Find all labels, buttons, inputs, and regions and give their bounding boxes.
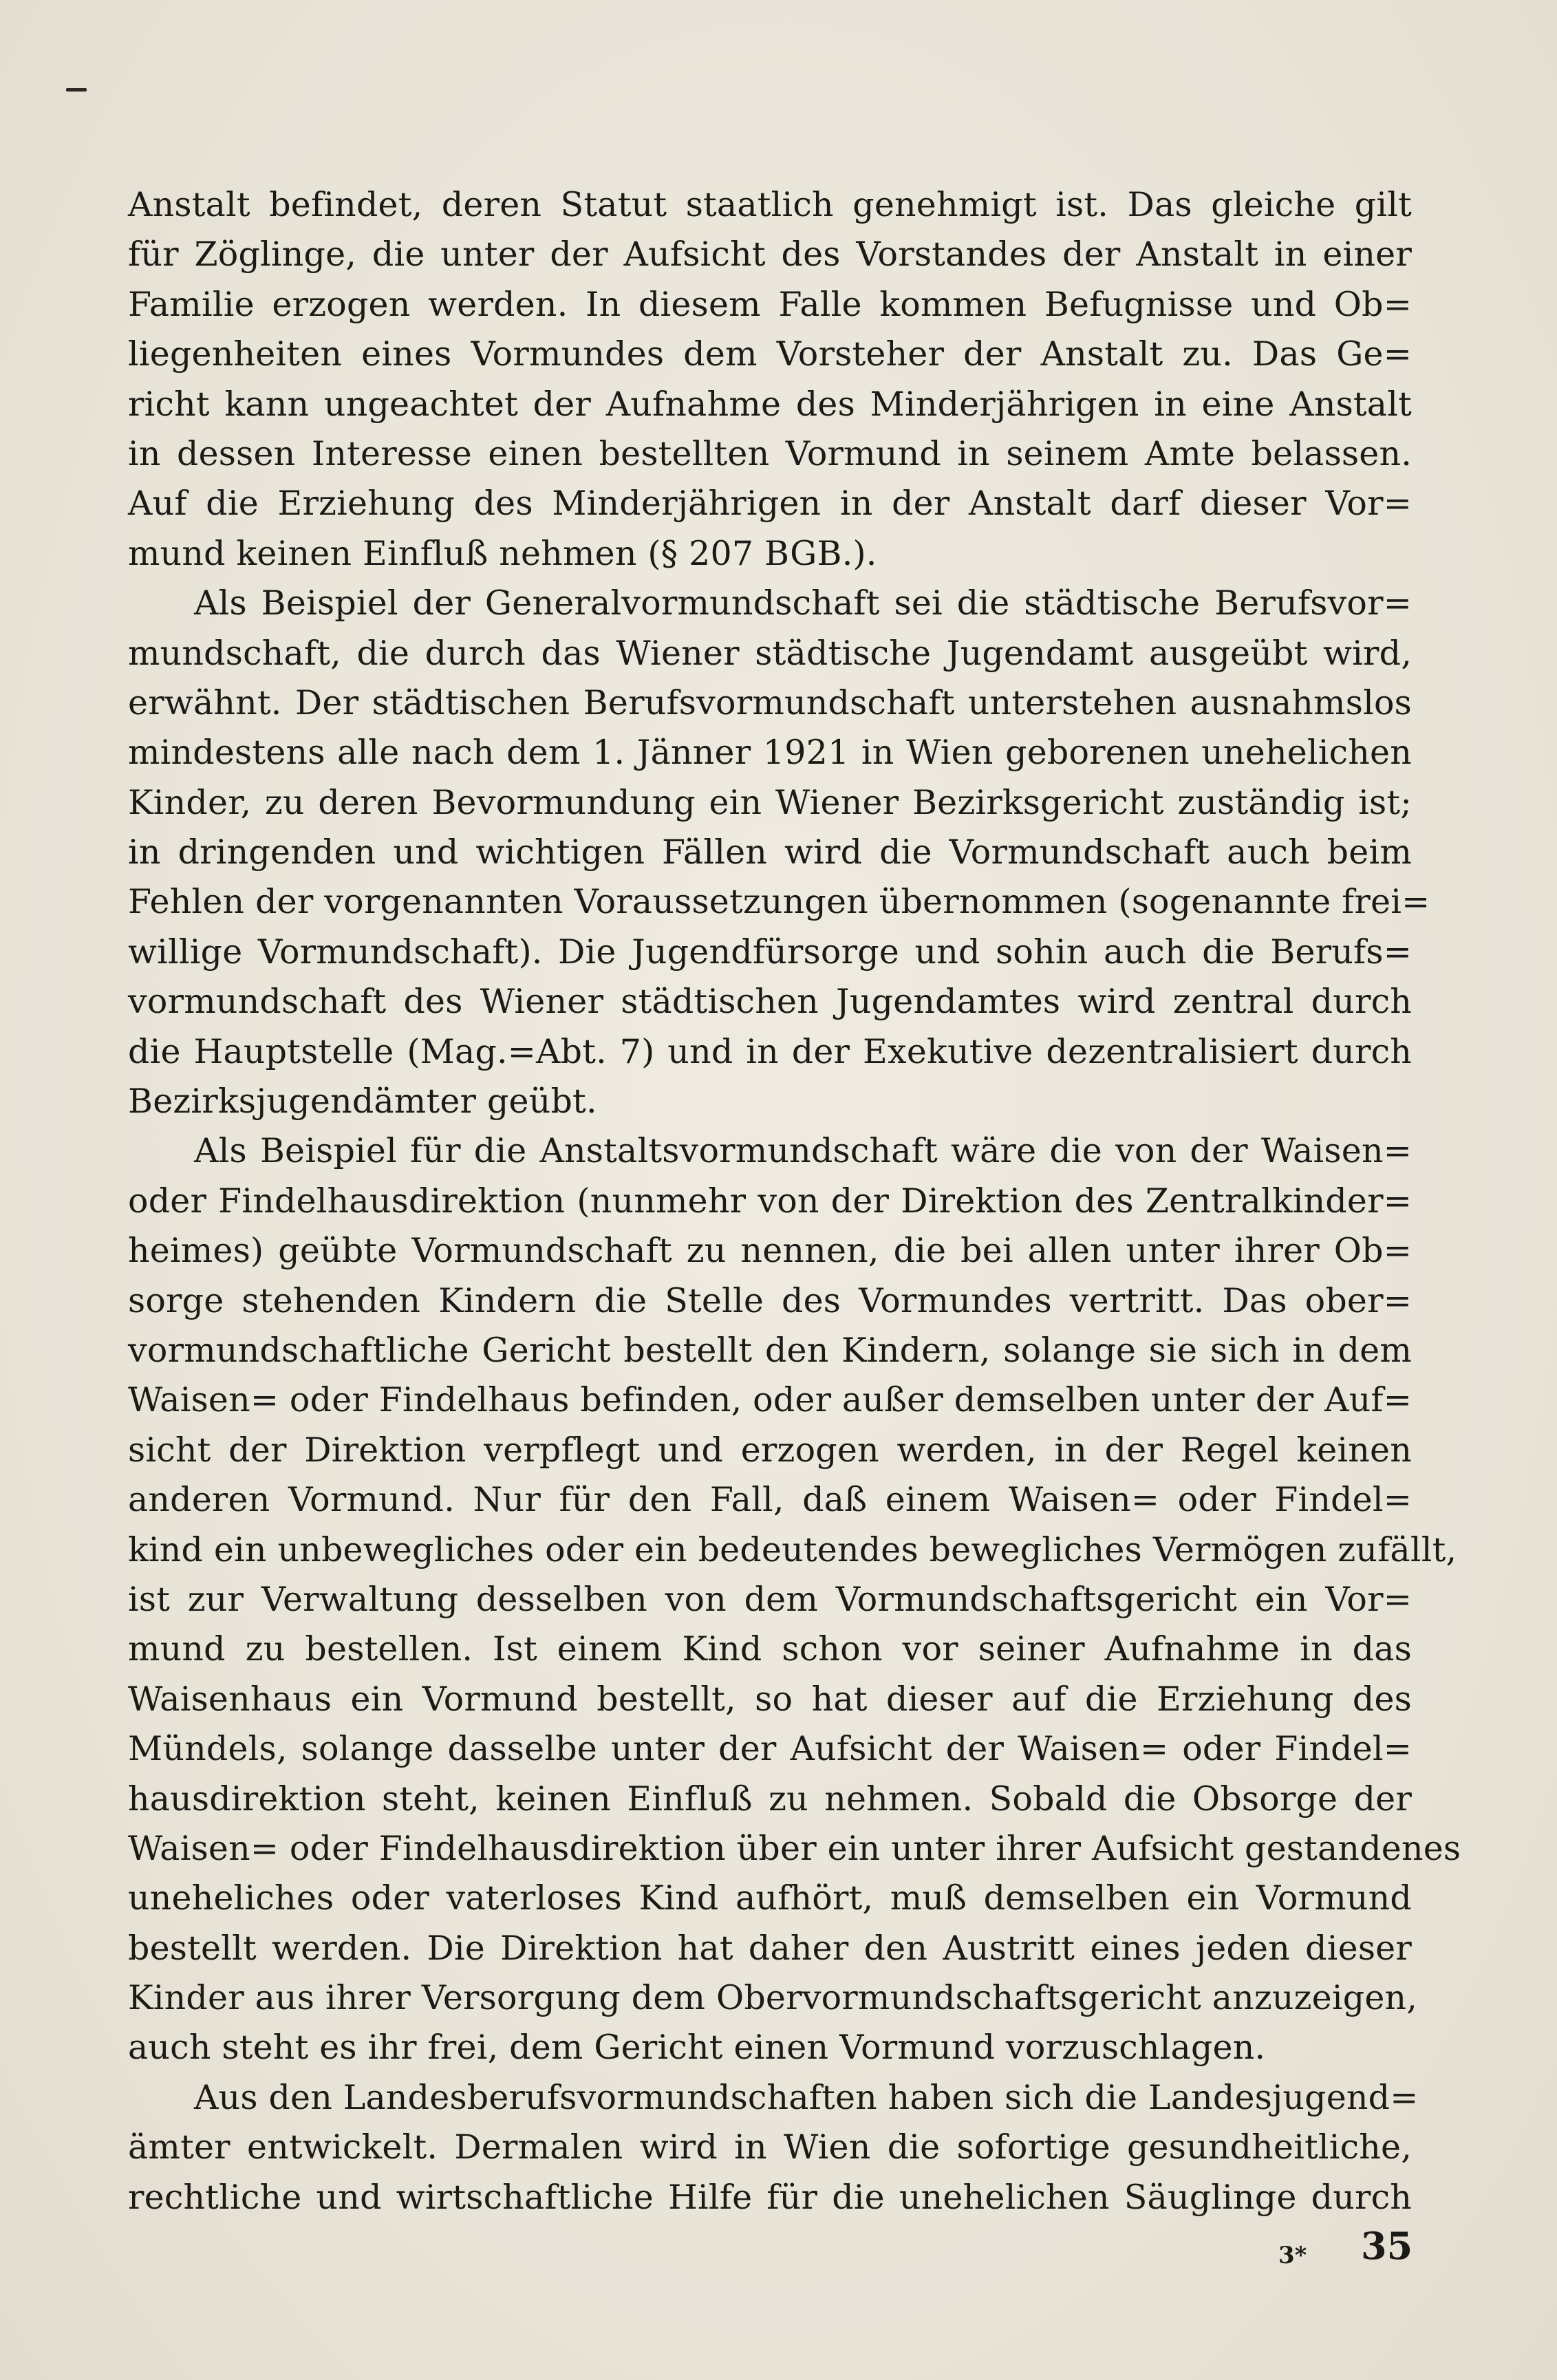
text-line: rechtliche und wirtschaftliche Hilfe für die unehelichen Säuglinge durch: [128, 2177, 1412, 2217]
paragraph-3: [128, 1126, 1461, 2072]
text-line: oder Findelhausdirektion (nunmehr von der Direktion des Zentralkinder=: [128, 1181, 1412, 1221]
text-line: Familie erzogen werden. In diesem Falle kommen Befugnisse und Ob=: [128, 284, 1412, 324]
text-line: Kinder, zu deren Bevormundung ein Wiener Bezirksgericht zuständig ist;: [128, 782, 1412, 822]
text-line: Waisen= oder Findelhausdirektion über ein unter ihrer Aufsicht gestandenes: [128, 1828, 1461, 1868]
text-line: Mündels, solange dasselbe unter der Aufsicht der Waisen= oder Findel=: [128, 1729, 1412, 1769]
text-line: ist zur Verwaltung desselben von dem Vormundschaftsgericht ein Vor=: [128, 1579, 1412, 1619]
text-line: sorge stehenden Kindern die Stelle des Vormundes vertritt. Das ober=: [128, 1280, 1412, 1320]
text-line: hausdirektion steht, keinen Einfluß zu nehmen. Sobald die Obsorge der: [128, 1779, 1412, 1819]
signature-mark: 3*: [1278, 2242, 1307, 2269]
text-line: mindestens alle nach dem 1. Jänner 1921 in Wien geborenen unehelichen: [128, 733, 1412, 773]
text-line: mund keinen Einfluß nehmen (§ 207 BGB.).: [128, 533, 877, 573]
text-line: Waisenhaus ein Vormund bestellt, so hat dieser auf die Erziehung des: [128, 1679, 1412, 1719]
text-line: auch steht es ihr frei, dem Gericht einen Vormund vorzuschlagen.: [128, 2028, 1266, 2068]
text-line: für Zöglinge, die unter der Aufsicht des Vorstandes der Anstalt in einer: [128, 235, 1412, 275]
text-line: ämter entwickelt. Dermalen wird in Wien die sofortige gesundheitliche,: [128, 2127, 1412, 2167]
text-line: Fehlen der vorgenannten Voraussetzungen übernommen (sogenannte frei=: [128, 882, 1430, 922]
text-line: willige Vormundschaft). Die Jugendfürsorge und sohin auch die Berufs=: [128, 932, 1412, 972]
text-line: kind ein unbewegliches oder ein bedeutendes bewegliches Vermögen zufällt,: [128, 1530, 1457, 1569]
top-margin-mark: [66, 88, 87, 92]
text-line: anderen Vormund. Nur für den Fall, daß einem Waisen= oder Findel=: [128, 1480, 1412, 1520]
paragraph-1: [128, 180, 1412, 579]
text-line: vormundschaftliche Gericht bestellt den Kindern, solange sie sich in dem: [128, 1330, 1412, 1370]
text-line: mundschaft, die durch das Wiener städtische Jugendamt ausgeübt wird,: [128, 633, 1412, 673]
body-text: [128, 180, 1461, 2222]
text-line: Aus den Landesberufsvormundschaften haben sich die Landesjugend=: [194, 2077, 1419, 2117]
page-number: 35: [1361, 2224, 1413, 2268]
text-line: liegenheiten eines Vormundes dem Vorsteher der Anstalt zu. Das Ge=: [128, 334, 1412, 374]
text-line: heimes) geübte Vormundschaft zu nennen, die bei allen unter ihrer Ob=: [128, 1231, 1412, 1271]
text-line: Als Beispiel für die Anstaltsvormundschaft wäre die von der Waisen=: [194, 1131, 1412, 1171]
text-line: Waisen= oder Findelhaus befinden, oder außer demselben unter der Auf=: [128, 1380, 1412, 1420]
text-line: uneheliches oder vaterloses Kind aufhört, muß demselben ein Vormund: [128, 1878, 1412, 1918]
page-footer: [0, 2224, 1557, 2279]
text-line: bestellt werden. Die Direktion hat daher den Austritt eines jeden dieser: [128, 1928, 1412, 1968]
text-line: die Hauptstelle (Mag.=Abt. 7) und in der Exekutive dezentralisiert durch: [128, 1031, 1412, 1071]
text-line: in dringenden und wichtigen Fällen wird die Vormundschaft auch beim: [128, 833, 1412, 872]
paragraph-2: [128, 579, 1430, 1126]
text-line: mund zu bestellen. Ist einem Kind schon vor seiner Aufnahme in das: [128, 1629, 1412, 1669]
text-line: in dessen Interesse einen bestellten Vormund in seinem Amte belassen.: [128, 433, 1412, 473]
text-line: richt kann ungeachtet der Aufnahme des Minderjährigen in eine Anstalt: [128, 384, 1412, 424]
text-line: Auf die Erziehung des Minderjährigen in der Anstalt darf dieser Vor=: [128, 484, 1412, 524]
paragraph-4: [128, 2073, 1419, 2222]
text-line: erwähnt. Der städtischen Berufsvormundschaft unterstehen ausnahmslos: [128, 683, 1412, 722]
text-line: Bezirksjugendämter geübt.: [128, 1082, 597, 1122]
text-line: Anstalt befindet, deren Statut staatlich genehmigt ist. Das gleiche gilt: [128, 185, 1412, 224]
text-line: Kinder aus ihrer Versorgung dem Obervormundschaftsgericht anzuzeigen,: [128, 1978, 1418, 2018]
text-line: vormundschaft des Wiener städtischen Jugendamtes wird zentral durch: [128, 982, 1412, 1022]
text-line: Als Beispiel der Generalvormundschaft sei die städtische Berufsvor=: [194, 583, 1412, 623]
text-line: sicht der Direktion verpflegt und erzogen werden, in der Regel keinen: [128, 1430, 1412, 1470]
